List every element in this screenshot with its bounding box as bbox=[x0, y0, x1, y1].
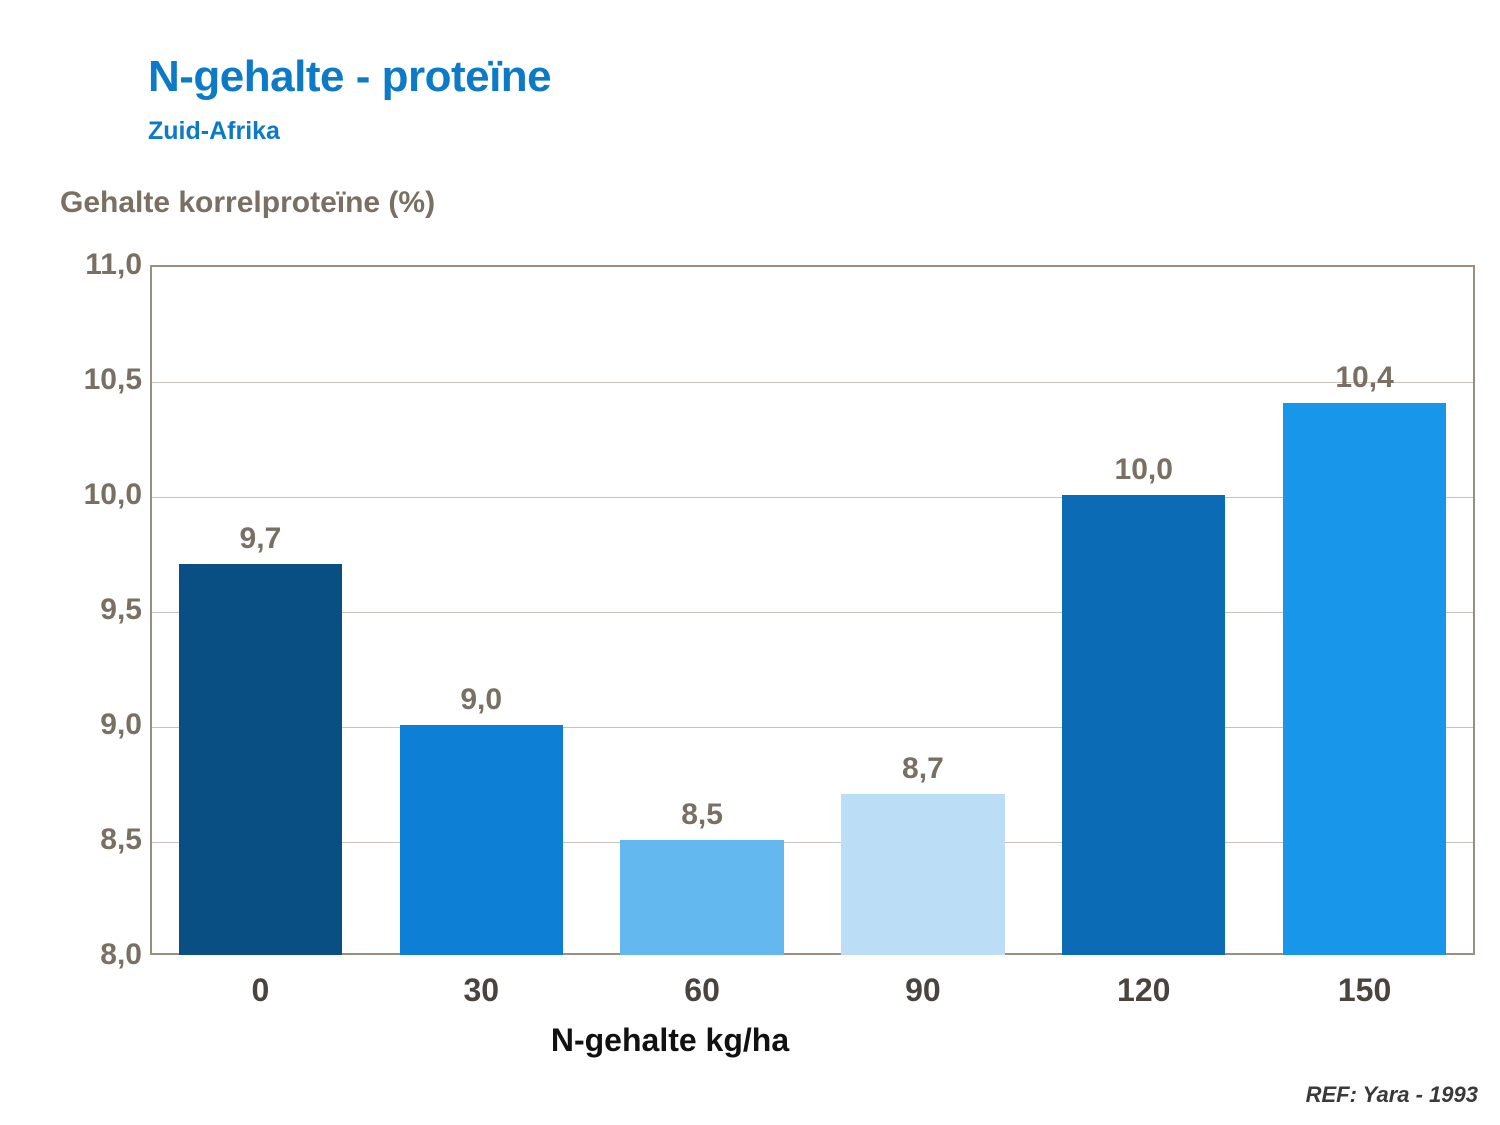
bar-group bbox=[1033, 265, 1254, 955]
y-axis-tick-label: 11,0 bbox=[85, 248, 142, 281]
y-axis-tick-label: 9,5 bbox=[100, 593, 142, 626]
bar[interactable] bbox=[841, 794, 1004, 955]
y-axis-tick-label: 9,0 bbox=[100, 708, 142, 741]
x-axis-label-text: N-gehalte kg/ha bbox=[550, 1022, 790, 1058]
x-axis-tick-label: 150 bbox=[1337, 972, 1392, 1008]
bar-group bbox=[813, 265, 1034, 955]
y-axis-label: Gehalte korrelproteïne (%) bbox=[60, 186, 436, 219]
x-axis-tick-label: 120 bbox=[1117, 972, 1171, 1008]
bar[interactable] bbox=[400, 725, 563, 955]
chart-subtitle: Zuid-Afrika bbox=[148, 117, 280, 145]
bar-value-label: 10,0 bbox=[1114, 453, 1173, 486]
bar[interactable] bbox=[1062, 495, 1225, 955]
x-axis-label bbox=[0, 1022, 1500, 1059]
bar-value-label: 9,7 bbox=[239, 522, 282, 555]
y-axis-tick-label: 10,0 bbox=[83, 478, 142, 511]
y-axis-tick-label: 10,5 bbox=[83, 363, 142, 396]
bar-group bbox=[592, 265, 813, 955]
y-axis-tick-label: 8,5 bbox=[100, 823, 142, 856]
bar[interactable] bbox=[620, 840, 783, 955]
x-axis-tick-label: 0 bbox=[251, 972, 270, 1008]
x-axis-tick-label: 30 bbox=[463, 972, 500, 1008]
y-axis-tick-label: 8,0 bbox=[100, 938, 142, 971]
bar-value-label: 8,5 bbox=[681, 798, 723, 831]
bar-group bbox=[150, 265, 371, 955]
bar-group bbox=[371, 265, 592, 955]
x-axis-tick-label: 60 bbox=[684, 972, 720, 1008]
reference-note: REF: Yara - 1993 bbox=[1305, 1082, 1478, 1107]
bars-layer bbox=[150, 265, 1475, 955]
bar-value-label: 8,7 bbox=[902, 752, 944, 785]
x-axis-tick-label: 90 bbox=[905, 972, 941, 1008]
chart-title: N-gehalte - proteïne bbox=[148, 52, 552, 101]
bar-value-label: 9,0 bbox=[460, 683, 503, 716]
bar[interactable] bbox=[179, 564, 342, 955]
bar-value-label: 10,4 bbox=[1335, 361, 1394, 394]
bar-group bbox=[1254, 265, 1475, 955]
bar[interactable] bbox=[1283, 403, 1446, 955]
